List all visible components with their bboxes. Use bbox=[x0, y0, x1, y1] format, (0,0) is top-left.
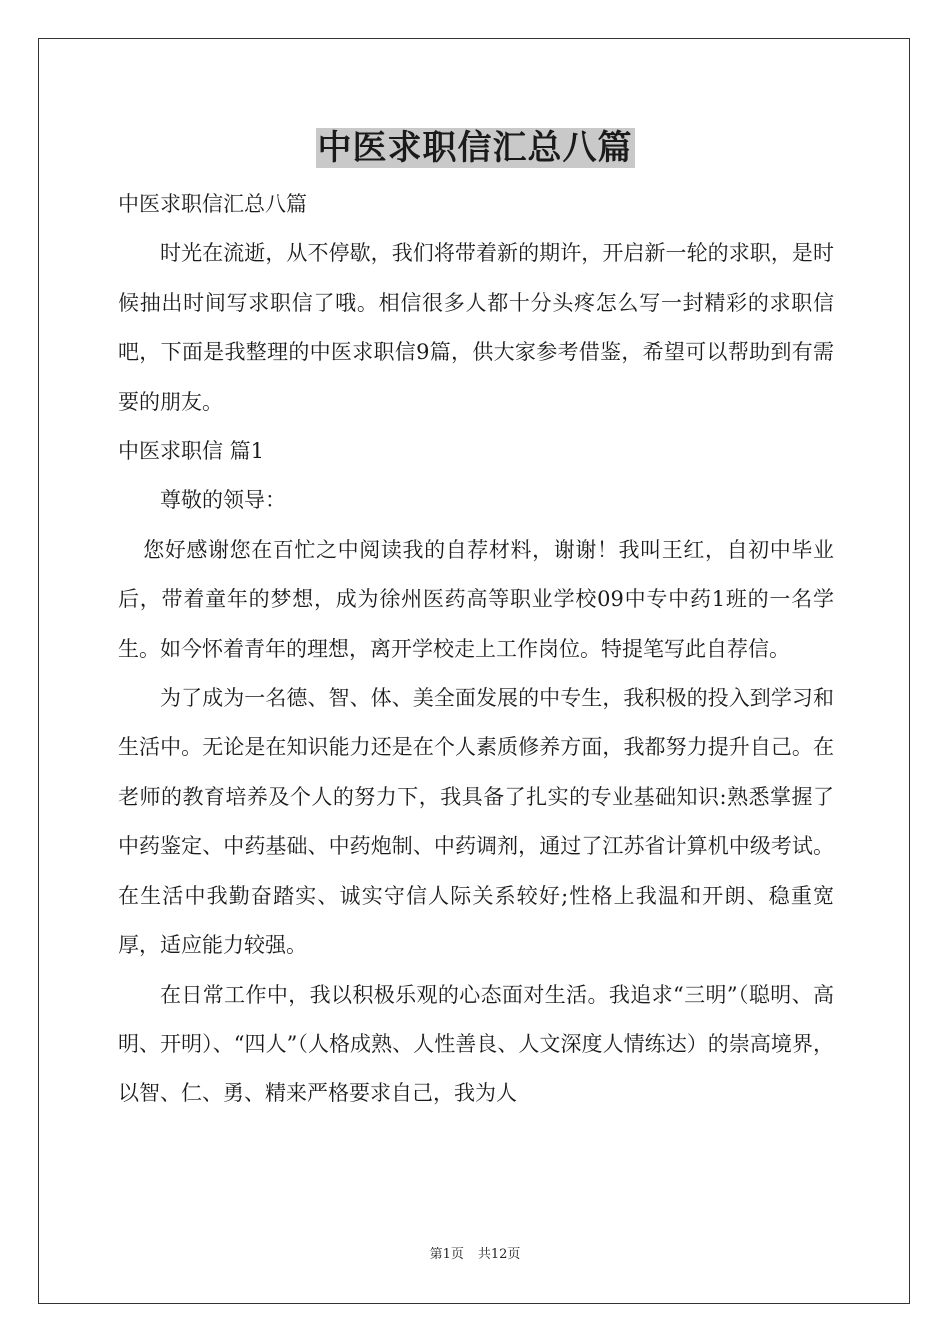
body-paragraph-1: 您好感谢您在百忙之中阅读我的自荐材料，谢谢！我叫王红，自初中毕业后，带着童年的梦想，成为徐州医药高等职业学校09中专中药1班的一名学生。如今怀着青年的理想，离开学校走上工作岗位。特提笔写此自荐信。 bbox=[118, 537, 834, 661]
body-paragraph-3: 在日常工作中，我以积极乐观的心态面对生活。我追求“三明”（聪明、高明、开明）、“四人”（人格成熟、人性善良、人文深度人情练达）的崇高境界，以智、仁、勇、精来严格要求自己，我为人 bbox=[118, 982, 834, 1106]
document-body bbox=[118, 180, 834, 1119]
salutation: 尊敬的领导： bbox=[160, 488, 286, 513]
intro-paragraph: 时光在流逝，从不停歇，我们将带着新的期许，开启新一轮的求职，是时候抽出时间写求职信了哦。相信很多人都十分头疼怎么写一封精彩的求职信吧，下面是我整理的中医求职信9篇，供大家参考借鉴，希望可以帮助到有需要的朋友。 bbox=[118, 241, 834, 414]
section-heading: 中医求职信 篇1 bbox=[118, 439, 265, 464]
body-paragraph-2: 为了成为一名德、智、体、美全面发展的中专生，我积极的投入到学习和生活中。无论是在知识能力还是在个人素质修养方面，我都努力提升自己。在老师的教育培养及个人的努力下，我具备了扎实的专业基础知识:熟悉掌握了中药鉴定、中药基础、中药炮制、中药调剂，通过了江苏省计算机中级考试。在生活中我勤奋踏实、诚实守信人际关系较好;性格上我温和开朗、稳重宽厚，适应能力较强。 bbox=[118, 686, 834, 958]
page-number: 第1页 bbox=[429, 1247, 464, 1262]
page-total: 共12页 bbox=[477, 1247, 521, 1262]
document-title bbox=[0, 126, 950, 170]
subtitle-paragraph: 中医求职信汇总八篇 bbox=[118, 192, 307, 216]
document-title-text: 中医求职信汇总八篇 bbox=[317, 128, 633, 168]
page-footer bbox=[0, 1246, 950, 1264]
